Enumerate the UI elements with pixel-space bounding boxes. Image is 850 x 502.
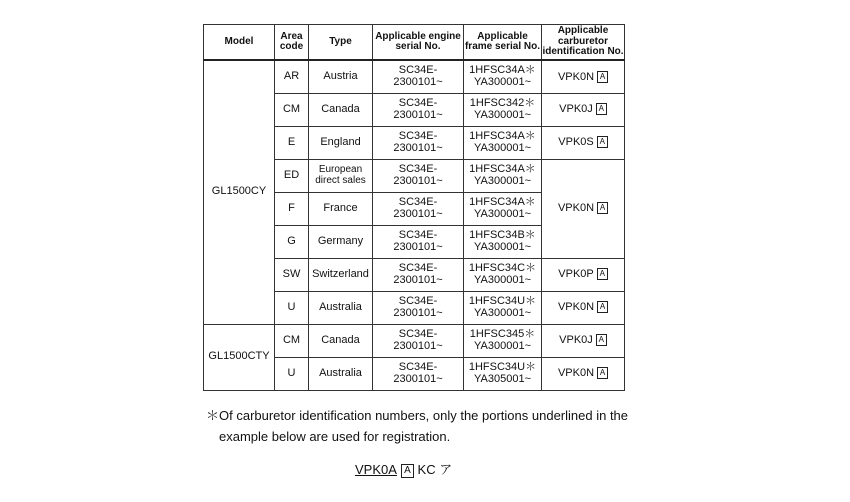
area-code-cell: U <box>275 291 309 324</box>
header-engine-serial: Applicable engine serial No. <box>373 25 464 61</box>
engine-serial-prefix: SC34E- <box>398 360 438 373</box>
engine-serial-cell <box>373 291 464 324</box>
frame-serial-prefix: 1HFSC345＊ <box>469 327 536 340</box>
engine-serial-cell <box>373 324 464 357</box>
engine-serial-start: 2300101~ <box>393 306 443 319</box>
area-code-cell: E <box>275 126 309 159</box>
engine-serial-start: 2300101~ <box>393 240 443 253</box>
type-cell: Canada <box>309 93 373 126</box>
engine-serial-prefix: SC34E- <box>398 294 438 307</box>
boxed-a-mark: A <box>597 301 608 313</box>
area-code-cell: U <box>275 357 309 390</box>
boxed-a-mark: A <box>597 136 608 148</box>
boxed-a-mark: A <box>596 334 607 346</box>
type-cell: Australia <box>309 291 373 324</box>
frame-serial-prefix: 1HFSC34A＊ <box>469 195 536 208</box>
frame-serial-cell <box>464 159 542 192</box>
type-cell: Australia <box>309 357 373 390</box>
carburetor-id-cell <box>542 60 625 93</box>
area-code-cell: AR <box>275 60 309 93</box>
engine-serial-start: 2300101~ <box>393 273 443 286</box>
engine-serial-cell <box>373 225 464 258</box>
engine-serial-cell <box>373 159 464 192</box>
boxed-a-mark: A <box>597 71 608 83</box>
model-cell <box>204 60 275 324</box>
header-frame-serial: Applicable frame serial No. <box>464 25 542 61</box>
frame-serial-start: YA300001~ <box>474 339 531 352</box>
carburetor-id-cell <box>542 93 625 126</box>
engine-serial-start: 2300101~ <box>393 141 443 154</box>
type-cell: Austria <box>309 60 373 93</box>
carburetor-id: VPK0J <box>559 103 593 116</box>
engine-serial-prefix: SC34E- <box>398 327 438 340</box>
example-underlined-part: VPK0A <box>355 462 397 477</box>
frame-serial-cell <box>464 225 542 258</box>
engine-serial-start: 2300101~ <box>393 75 443 88</box>
frame-serial-start: YA300001~ <box>474 306 531 319</box>
engine-serial-prefix: SC34E- <box>398 162 438 175</box>
engine-serial-cell <box>373 126 464 159</box>
footnote <box>206 405 646 447</box>
carburetor-id-cell <box>542 324 625 357</box>
type-cell: Switzerland <box>309 258 373 291</box>
boxed-a-mark: A <box>597 268 608 280</box>
area-code-cell: SW <box>275 258 309 291</box>
boxed-a-mark: A <box>597 202 608 214</box>
model-name: GL1500CTY <box>208 350 270 363</box>
frame-serial-start: YA300001~ <box>474 273 531 286</box>
carburetor-id-cell <box>542 159 625 258</box>
boxed-a-mark: A <box>596 103 607 115</box>
carburetor-id-cell <box>542 126 625 159</box>
frame-serial-start: YA300001~ <box>474 141 531 154</box>
carburetor-id: VPK0S <box>558 136 594 149</box>
frame-serial-cell <box>464 126 542 159</box>
frame-serial-start: YA305001~ <box>474 372 531 385</box>
frame-serial-prefix: 1HFSC34A＊ <box>469 64 536 77</box>
frame-serial-prefix: 1HFSC34C＊ <box>468 261 537 274</box>
frame-serial-start: YA300001~ <box>474 174 531 187</box>
engine-serial-start: 2300101~ <box>393 339 443 352</box>
engine-serial-cell <box>373 258 464 291</box>
header-type: Type <box>309 25 373 61</box>
footnote-text: Of carburetor identification numbers, only the portions underlined in the example below are used for registration. <box>219 408 629 444</box>
frame-serial-cell <box>464 258 542 291</box>
example-rest: KC ア <box>417 462 453 477</box>
carburetor-id: VPK0P <box>558 268 594 281</box>
carburetor-id: VPK0N <box>557 70 595 83</box>
engine-serial-start: 2300101~ <box>393 174 443 187</box>
engine-serial-prefix: SC34E- <box>398 195 438 208</box>
frame-serial-cell <box>464 192 542 225</box>
carburetor-id-cell <box>542 357 625 390</box>
engine-serial-start: 2300101~ <box>393 108 443 121</box>
engine-serial-prefix: SC34E- <box>398 129 438 142</box>
model-name: GL1500CY <box>211 185 267 198</box>
frame-serial-cell <box>464 291 542 324</box>
carburetor-id-cell <box>542 291 625 324</box>
engine-serial-start: 2300101~ <box>393 207 443 220</box>
type-cell: European direct sales <box>309 159 373 192</box>
type-cell: Canada <box>309 324 373 357</box>
model-cell <box>204 324 275 390</box>
frame-serial-cell <box>464 93 542 126</box>
header-carburetor-id: Applicable carburetor identification No. <box>542 25 625 61</box>
engine-serial-cell <box>373 60 464 93</box>
area-code-cell: CM <box>275 324 309 357</box>
engine-serial-prefix: SC34E- <box>398 96 438 109</box>
frame-serial-prefix: 1HFSC342＊ <box>469 96 536 109</box>
area-code-cell: F <box>275 192 309 225</box>
engine-serial-cell <box>373 192 464 225</box>
carburetor-id-cell <box>542 258 625 291</box>
type-cell: France <box>309 192 373 225</box>
carburetor-id: VPK0J <box>559 334 593 347</box>
frame-serial-prefix: 1HFSC34A＊ <box>469 129 536 142</box>
area-code-cell: ED <box>275 159 309 192</box>
specification-table <box>203 24 625 391</box>
frame-serial-start: YA300001~ <box>474 240 531 253</box>
engine-serial-cell <box>373 93 464 126</box>
header-model: Model <box>204 25 275 61</box>
engine-serial-prefix: SC34E- <box>398 261 438 274</box>
carburetor-id: VPK0N <box>557 202 595 215</box>
type-cell: England <box>309 126 373 159</box>
frame-serial-start: YA300001~ <box>474 108 531 121</box>
frame-serial-prefix: 1HFSC34A＊ <box>469 162 536 175</box>
frame-serial-prefix: 1HFSC34U＊ <box>468 360 537 373</box>
area-code-cell: CM <box>275 93 309 126</box>
type-cell: Germany <box>309 225 373 258</box>
frame-serial-start: YA300001~ <box>474 207 531 220</box>
engine-serial-prefix: SC34E- <box>398 64 438 77</box>
carburetor-id-example <box>355 459 452 478</box>
boxed-a-mark: A <box>597 367 608 379</box>
frame-serial-prefix: 1HFSC34U＊ <box>468 294 537 307</box>
area-code-cell: G <box>275 225 309 258</box>
table-row <box>204 60 625 93</box>
frame-serial-cell <box>464 324 542 357</box>
engine-serial-prefix: SC34E- <box>398 228 438 241</box>
engine-serial-cell <box>373 357 464 390</box>
carburetor-id: VPK0N <box>557 367 595 380</box>
frame-serial-cell <box>464 60 542 93</box>
engine-serial-start: 2300101~ <box>393 372 443 385</box>
table-row <box>204 324 625 357</box>
frame-serial-cell <box>464 357 542 390</box>
header-area-code: Area code <box>275 25 309 61</box>
example-boxed-a: A <box>401 464 414 478</box>
frame-serial-start: YA300001~ <box>474 75 531 88</box>
asterisk-mark: ＊ <box>206 408 220 423</box>
carburetor-id: VPK0N <box>557 301 595 314</box>
frame-serial-prefix: 1HFSC34B＊ <box>469 228 536 241</box>
